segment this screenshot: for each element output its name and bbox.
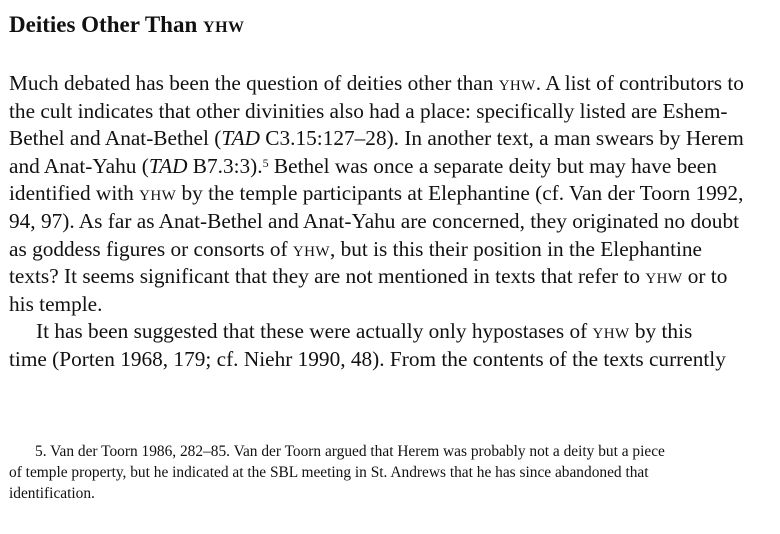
paragraph-1-line-8: texts? It seems significant that they are not mentioned in texts that refer to YHW or to (9, 264, 728, 289)
footnote-line-3: identification. (9, 485, 95, 503)
paragraph-1-line-2: the cult indicates that other divinities also had a place: specifically listed are Eshem- (9, 98, 728, 123)
body-text (9, 70, 771, 374)
heading-smallcaps: YHW (203, 19, 245, 36)
paragraph-1-line-1: Much debated has been the question of deities other than YHW. A list of contributors to (9, 71, 744, 95)
paragraph-1-line-5: identified with YHW by the temple participants at Elephantine (cf. Van der Toorn 1992, (9, 181, 744, 206)
footnote-marker[interactable]: 5 (262, 155, 269, 170)
paragraph-1-line-9: his temple. (9, 291, 103, 316)
paragraph-2-line-1: It has been suggested that these were actually only hypostases of YHW by this (36, 319, 693, 344)
section-heading (9, 11, 245, 42)
footnote (9, 441, 771, 505)
footnote-line-2: of temple property, but he indicated at the SBL meeting in St. Andrews that he has since abandoned that (9, 464, 649, 482)
paragraph-1-line-4: and Anat-Yahu (TAD B7.3:3).$^5$ Bethel was once a separate deity but may have been (9, 153, 717, 178)
heading-text: Deities Other Than (9, 12, 198, 37)
paragraph-1-line-3: Bethel and Anat-Bethel (TAD C3.15:127–28). In another text, a man swears by Herem (9, 126, 744, 151)
footnote-line-1: 5. Van der Toorn 1986, 282–85. Van der Toorn argued that Herem was probably not a deity but a piece (35, 443, 665, 460)
paragraph-1-line-6: 94, 97). As far as Anat-Bethel and Anat-Yahu are concerned, they originated no doubt (9, 208, 740, 233)
paragraph-2-line-2: time (Porten 1968, 179; cf. Niehr 1990, 48). From the contents of the texts currently (9, 346, 726, 371)
paragraph-1-line-7: as goddess figures or consorts of YHW, but is this their position in the Elephantine (9, 236, 703, 261)
